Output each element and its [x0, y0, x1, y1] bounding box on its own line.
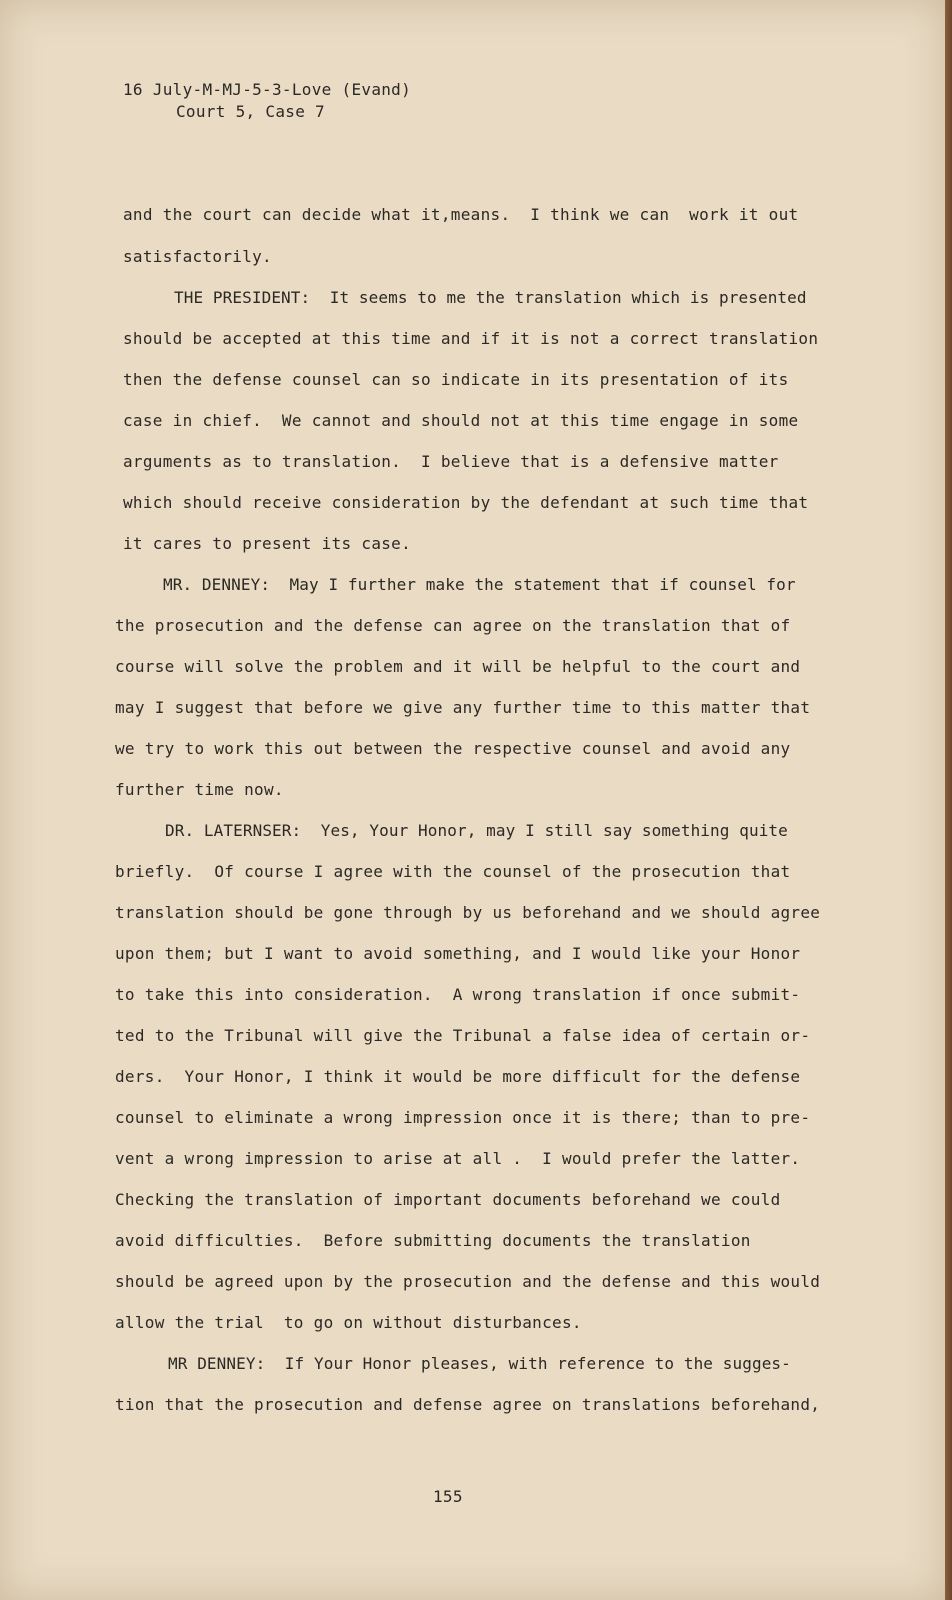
body-line: satisfactorily. — [123, 247, 272, 266]
body-line: case in chief. We cannot and should not at this time engage in some — [123, 411, 799, 430]
body-line: translation should be gone through by us beforehand and we should agree — [115, 903, 821, 922]
body-line: arguments as to translation. I believe that is a defensive matter — [123, 452, 779, 471]
body-line: and the court can decide what it,means. I think we can work it out — [123, 205, 799, 224]
body-line: upon them; but I want to avoid something, and I would like your Honor — [115, 944, 801, 963]
body-line: we try to work this out between the respective counsel and avoid any — [115, 739, 791, 758]
body-line: briefly. Of course I agree with the counsel of the prosecution that — [115, 862, 791, 881]
header-court-line: Court 5, Case 7 — [176, 102, 325, 121]
body-line: counsel to eliminate a wrong impression once it is there; than to pre- — [115, 1108, 811, 1127]
speaker-paragraph-president: THE PRESIDENT: It seems to me the translation which is presented — [174, 288, 807, 307]
body-line: may I suggest that before we give any further time to this matter that — [115, 698, 811, 717]
page-edge — [945, 0, 952, 1600]
body-line: Checking the translation of important documents beforehand we could — [115, 1190, 781, 1209]
body-line: ted to the Tribunal will give the Tribunal a false idea of certain or- — [115, 1026, 811, 1045]
body-line: allow the trial to go on without disturbances. — [115, 1313, 582, 1332]
body-line: tion that the prosecution and defense agree on translations beforehand, — [115, 1395, 821, 1414]
body-line: then the defense counsel can so indicate in its presentation of its — [123, 370, 789, 389]
body-line: course will solve the problem and it will be helpful to the court and — [115, 657, 801, 676]
header-case-line: 16 July-M-MJ-5-3-Love (Evand) — [123, 80, 412, 99]
page-number: 155 — [433, 1487, 463, 1506]
body-line: further time now. — [115, 780, 284, 799]
speaker-paragraph-denney: MR. DENNEY: May I further make the statement that if counsel for — [163, 575, 796, 594]
body-line: to take this into consideration. A wrong translation if once submit- — [115, 985, 801, 1004]
speaker-paragraph-denney-2: MR DENNEY: If Your Honor pleases, with reference to the sugges- — [168, 1354, 791, 1373]
body-line: it cares to present its case. — [123, 534, 412, 553]
body-line: which should receive consideration by the defendant at such time that — [123, 493, 809, 512]
body-line: the prosecution and the defense can agree on the translation that of — [115, 616, 791, 635]
body-line: avoid difficulties. Before submitting documents the translation — [115, 1231, 751, 1250]
body-line: should be agreed upon by the prosecution and the defense and this would — [115, 1272, 821, 1291]
body-line: should be accepted at this time and if it is not a correct translation — [123, 329, 819, 348]
speaker-paragraph-laternser: DR. LATERNSER: Yes, Your Honor, may I still say something quite — [165, 821, 788, 840]
body-line: vent a wrong impression to arise at all . I would prefer the latter. — [115, 1149, 801, 1168]
body-line: ders. Your Honor, I think it would be more difficult for the defense — [115, 1067, 801, 1086]
